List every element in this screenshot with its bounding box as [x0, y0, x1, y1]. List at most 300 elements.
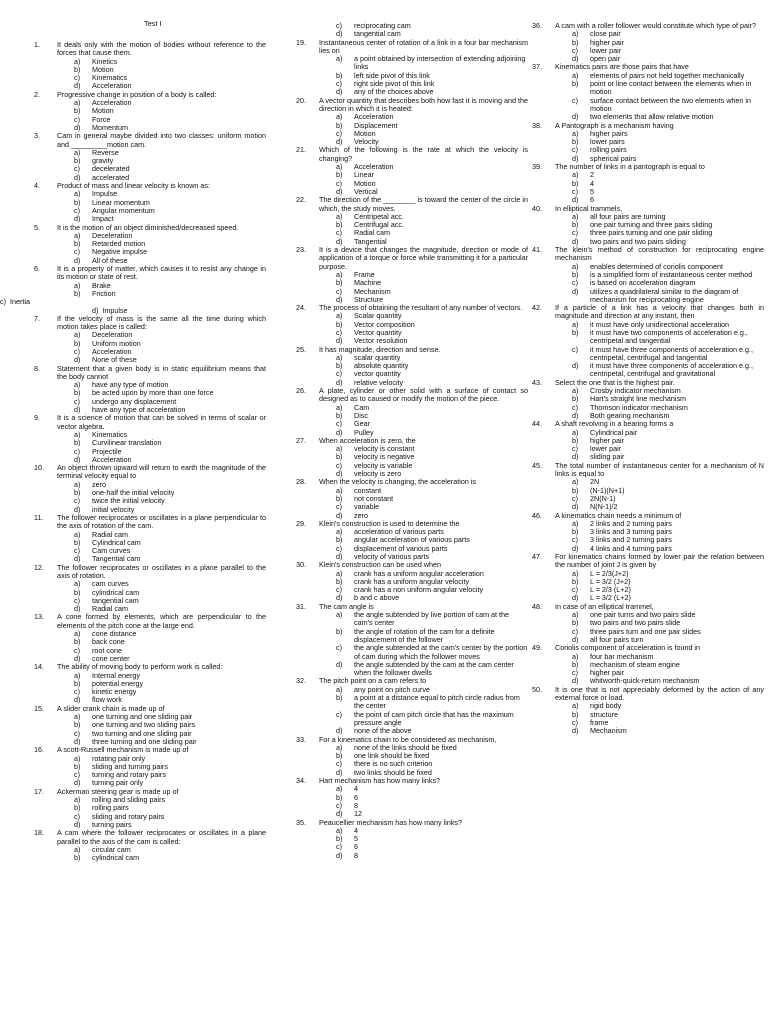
- option-label: d): [336, 726, 343, 736]
- option-label: d): [74, 255, 81, 265]
- option-text: have any type of motion: [92, 380, 169, 390]
- option-label: d): [336, 377, 343, 387]
- option-label: b): [336, 361, 343, 371]
- option-item: [296, 495, 528, 503]
- option-list: [296, 744, 528, 777]
- option-label: a): [336, 742, 343, 752]
- option-item: [296, 487, 528, 495]
- option-text: cone center: [92, 653, 130, 663]
- option-label: a): [572, 427, 579, 437]
- question-block: [532, 379, 764, 420]
- option-label: d): [74, 81, 81, 91]
- question-block: [296, 304, 528, 345]
- option-text: none of the above: [354, 726, 412, 736]
- option-text: Crosby indicator mechanism: [590, 386, 681, 396]
- option-text: Mechanism: [590, 726, 627, 736]
- option-item: [34, 439, 266, 447]
- option-item: [34, 589, 266, 597]
- option-label: c): [572, 626, 578, 636]
- question-block: [296, 677, 528, 735]
- question-block: [296, 346, 528, 387]
- option-text: Acceleration: [354, 162, 394, 172]
- option-label: a): [572, 386, 579, 396]
- option-label: d): [336, 137, 343, 147]
- option-label: c): [336, 759, 342, 769]
- option-text: the angle of rotation of the cam for a definite displacement of the follower: [354, 626, 495, 644]
- question-text: For a kinematics chain to be considered as mechanism, 33.: [296, 734, 497, 744]
- option-item: [34, 157, 266, 165]
- option-item: [296, 354, 528, 362]
- option-label: b): [572, 394, 579, 404]
- option-text: spherical pairs: [590, 153, 637, 163]
- option-text: Deceleration: [92, 230, 133, 240]
- option-item: [34, 813, 266, 821]
- option-item: [34, 248, 266, 256]
- option-list: [296, 312, 528, 345]
- option-text: 5: [590, 186, 594, 196]
- option-list: [34, 282, 266, 299]
- option-text: 2N(N-1): [590, 493, 616, 503]
- question-number: 22.: [296, 195, 306, 205]
- option-text: right side pivot of this link: [354, 79, 435, 89]
- question-number: 21.: [296, 145, 306, 155]
- question-number: 27.: [296, 435, 306, 445]
- option-item: [532, 346, 764, 363]
- option-text: higher pair: [590, 37, 624, 47]
- option-label: b): [336, 410, 343, 420]
- option-text: it must have three components of acceleration e.g., centripetal, centrifugal and gravitational: [590, 361, 754, 379]
- option-label: a): [572, 70, 579, 80]
- option-item: [296, 22, 528, 30]
- option-label: d): [74, 214, 81, 224]
- question-text: A kinematics chain needs a minimum of 46.: [532, 510, 682, 520]
- option-text: Vertical: [354, 186, 378, 196]
- option-text: one turning and two sliding pairs: [92, 720, 196, 730]
- option-label: a): [572, 211, 579, 221]
- option-label: b): [572, 527, 579, 537]
- option-item: [34, 107, 266, 115]
- option-item: [296, 412, 528, 420]
- question-block: [34, 613, 266, 663]
- question-text: If the velocity of mass is the same all the time during which motion takes place is called: 7.: [34, 313, 266, 332]
- option-text: 3 links and 2 turning pairs: [590, 535, 672, 545]
- option-label: a): [572, 568, 579, 578]
- option-text: scalar quantity: [354, 352, 401, 362]
- question-text: A cam where the follower reciprocates or oscillates in a plane parallel to the axis of the cam is called: 18.: [34, 828, 266, 846]
- option-label: c): [336, 79, 342, 89]
- option-label: c): [74, 446, 80, 456]
- option-item: [34, 647, 266, 655]
- option-list: [296, 445, 528, 478]
- option-text: rotating pair only: [92, 753, 146, 763]
- option-text: a point obtained by intersection of extending adjoining links: [354, 54, 526, 72]
- option-text: Motion: [92, 64, 114, 74]
- option-label: c): [336, 842, 342, 852]
- question-number: 1.: [34, 40, 40, 49]
- option-text: left side pivot of this link: [354, 70, 430, 80]
- option-text: two links should be fixed: [354, 767, 432, 777]
- option-label: a): [74, 670, 81, 680]
- option-text: Cam curves: [92, 546, 131, 556]
- question-block: [296, 39, 528, 97]
- option-label: c): [572, 585, 578, 595]
- question-number: 31.: [296, 601, 306, 611]
- option-label: d): [336, 29, 343, 39]
- option-label: a): [572, 701, 579, 711]
- question-text: A cam with a roller follower would constitute which type of pair? 36.: [532, 21, 756, 30]
- option-item: [532, 429, 764, 437]
- option-list: [34, 580, 266, 613]
- question-block: [34, 182, 266, 223]
- option-text: Negative impulse: [92, 247, 148, 257]
- option-list: [532, 520, 764, 553]
- option-list: [532, 653, 764, 686]
- question-text: Which of the following is the rate at which the velocity is changing? 21.: [296, 145, 528, 163]
- option-text: cylindrical cam: [92, 587, 140, 597]
- question-number: 17.: [34, 786, 44, 796]
- option-list: [34, 331, 266, 364]
- option-text: Machine: [354, 278, 382, 288]
- question-number: 47.: [532, 552, 542, 561]
- option-text: not constant: [354, 493, 394, 503]
- option-list: [34, 190, 266, 223]
- question-text: Product of mass and linear velocity is known as: 4.: [34, 181, 211, 191]
- question-number: 40.: [532, 203, 542, 213]
- option-text: four bar mechanism: [590, 651, 654, 661]
- option-label: b): [74, 288, 81, 298]
- option-item: [296, 420, 528, 428]
- option-label: c): [74, 645, 80, 655]
- option-item: [34, 771, 266, 779]
- option-label: d): [572, 236, 579, 246]
- question-text: It has magnitude, direction and sense. 25.: [296, 344, 441, 354]
- option-label: c): [336, 228, 342, 238]
- option-text: point or line contact between the elements when in motion: [590, 79, 752, 97]
- option-item: [532, 478, 764, 486]
- question-block: [532, 512, 764, 553]
- option-item: [532, 138, 764, 146]
- option-item: [532, 578, 764, 586]
- option-item: [34, 638, 266, 646]
- option-label: d): [74, 405, 81, 415]
- option-text: sliding and rotary pairs: [92, 811, 165, 821]
- option-list: [34, 755, 266, 788]
- option-list: [532, 263, 764, 304]
- option-label: a): [74, 330, 81, 340]
- option-list: [296, 271, 528, 304]
- question-block: [296, 561, 528, 602]
- option-text: two turning and one sliding pair: [92, 728, 192, 738]
- question-block: [34, 315, 266, 365]
- question-number: 2.: [34, 89, 40, 99]
- option-text: rolling and sliding pairs: [92, 795, 166, 805]
- option-text: All of these: [92, 255, 128, 265]
- option-label: a): [572, 610, 579, 620]
- option-item: [34, 547, 266, 555]
- option-item: [532, 329, 764, 346]
- option-list: [532, 702, 764, 735]
- option-item: [296, 229, 528, 237]
- option-label: d): [74, 819, 81, 829]
- option-label: c): [336, 502, 342, 512]
- option-text: a point at a distance equal to pitch circle radius from the center: [354, 693, 520, 711]
- option-text: L = 3/2 (J+2): [590, 576, 631, 586]
- option-text: Vector quantity: [354, 327, 402, 337]
- option-label: b): [572, 435, 579, 445]
- option-label: c): [74, 811, 80, 821]
- option-label: a): [74, 712, 81, 722]
- option-label: b): [572, 79, 579, 89]
- option-label: a): [74, 844, 81, 854]
- option-label: b): [336, 70, 343, 80]
- option-label: a): [74, 579, 81, 589]
- question-column-3: [532, 22, 764, 736]
- option-label: c): [336, 709, 342, 719]
- option-label: a): [572, 477, 579, 487]
- option-label: a): [336, 568, 343, 578]
- option-list: [296, 404, 528, 437]
- option-text: Disc: [354, 410, 368, 420]
- option-text: higher pair: [590, 435, 624, 445]
- option-label: b): [336, 278, 343, 288]
- option-text: crank has a uniform angular velocity: [354, 576, 470, 586]
- option-label: b): [74, 388, 81, 398]
- option-label: b): [74, 438, 81, 448]
- option-label: d): [572, 502, 579, 512]
- option-text: Acceleration: [92, 454, 132, 464]
- option-text: b and c above: [354, 593, 400, 603]
- question-block: [532, 603, 764, 644]
- option-text: constant: [354, 485, 382, 495]
- option-item: [34, 74, 266, 82]
- option-label: c): [336, 327, 342, 337]
- option-label: b): [572, 327, 579, 337]
- question-number: 12.: [34, 562, 44, 572]
- option-label: c): [74, 546, 80, 556]
- option-label: b): [572, 709, 579, 719]
- option-item: [34, 597, 266, 605]
- question-text: A cone formed by elements, which are perpendicular to the elements of the pitch cone at the large end. 13.: [34, 612, 266, 630]
- option-text: any of the choices above: [354, 87, 434, 97]
- question-number: 33.: [296, 734, 306, 744]
- option-list: [296, 528, 528, 561]
- option-label: a): [336, 311, 343, 321]
- option-list: [532, 429, 764, 462]
- option-label: c): [74, 770, 80, 780]
- option-text: two elements that allow relative motion: [590, 112, 714, 122]
- option-label: d): [74, 604, 81, 614]
- question-number: 30.: [296, 560, 306, 570]
- option-text: higher pairs: [590, 128, 628, 138]
- option-item: [34, 232, 266, 240]
- option-label: a): [572, 170, 579, 180]
- question-block: [34, 224, 266, 265]
- question-block: [296, 478, 528, 519]
- option-text: the angle subtended at the cam's center by the portion of cam during which the follower moves: [354, 643, 528, 661]
- option-label: a): [336, 54, 343, 64]
- option-text: Cylindrical pair: [590, 427, 638, 437]
- option-item: [532, 39, 764, 47]
- option-text: Momentum: [92, 122, 128, 132]
- option-item: [34, 149, 266, 157]
- question-number: 42.: [532, 303, 542, 313]
- option-list: [34, 232, 266, 265]
- option-text: twice the initial velocity: [92, 496, 165, 506]
- option-list: [34, 630, 266, 663]
- option-text: the angle subtended by the cam at the cam center when the follower dwells: [354, 659, 514, 678]
- option-text: close pair: [590, 29, 621, 39]
- option-label: c): [74, 73, 80, 83]
- question-block: [34, 564, 266, 614]
- option-label: b): [572, 576, 579, 586]
- option-item: [296, 611, 528, 628]
- option-label: b): [74, 720, 81, 730]
- question-block: [532, 644, 764, 685]
- option-label: b): [336, 319, 343, 329]
- option-text: lower pair: [590, 444, 622, 454]
- option-text: tangential cam: [92, 595, 139, 605]
- option-item: [34, 630, 266, 638]
- option-label: c): [572, 95, 578, 105]
- option-label: d): [336, 593, 343, 603]
- question-block: [532, 462, 764, 512]
- option-text: 2 links and 2 turning pairs: [590, 518, 672, 528]
- option-text: 2N: [590, 477, 600, 487]
- stray-option-impulse: d) Impulse: [92, 305, 128, 315]
- option-item: [532, 487, 764, 495]
- option-item: [34, 190, 266, 198]
- option-label: d): [74, 736, 81, 746]
- option-label: a): [74, 189, 81, 199]
- option-label: a): [572, 651, 579, 661]
- option-label: a): [74, 280, 81, 290]
- option-text: undergo any displacement: [92, 396, 177, 406]
- question-block: [34, 41, 266, 91]
- question-block: [532, 553, 764, 603]
- option-item: [532, 661, 764, 669]
- option-text: turning and rotary pairs: [92, 770, 166, 780]
- question-number: 44.: [532, 419, 542, 429]
- option-label: c): [336, 800, 342, 810]
- question-block: [296, 437, 528, 478]
- option-label: d): [74, 778, 81, 788]
- question-text: It is a science of motion that can be solved in terms of scalar or vector algebra. 9.: [34, 413, 266, 431]
- option-label: a): [336, 444, 343, 454]
- option-label: d): [572, 593, 579, 603]
- option-list: [34, 531, 266, 564]
- option-item: [296, 321, 528, 329]
- option-label: b): [336, 834, 343, 844]
- option-text: 6: [354, 792, 358, 802]
- option-label: c): [572, 535, 578, 545]
- option-label: a): [572, 319, 579, 329]
- option-list: [34, 846, 266, 863]
- option-list: [34, 431, 266, 464]
- option-text: is based on acceleration diagram: [590, 278, 696, 288]
- option-item: [34, 331, 266, 339]
- option-item: [532, 80, 764, 97]
- option-text: surface contact between the two elements when in motion: [590, 95, 752, 113]
- option-item: [532, 495, 764, 503]
- option-text: accelerated: [92, 172, 130, 182]
- question-block: [296, 246, 528, 304]
- question-block: [532, 163, 764, 204]
- option-text: vector quantity: [354, 369, 401, 379]
- option-label: c): [336, 128, 342, 138]
- question-column-1: [0, 40, 266, 863]
- option-label: d): [74, 504, 81, 514]
- option-text: it must have two components of acceleration e.g., centripetal and tangential: [590, 327, 748, 346]
- option-label: a): [74, 429, 81, 439]
- option-item: [296, 586, 528, 594]
- question-block: [296, 22, 528, 39]
- question-number: 7.: [34, 313, 40, 323]
- option-label: d): [336, 427, 343, 437]
- option-label: d): [572, 361, 579, 371]
- question-number: 6.: [34, 264, 40, 274]
- option-text: 2: [590, 170, 594, 180]
- question-block: [296, 196, 528, 246]
- question-block: [296, 97, 528, 147]
- option-label: b): [572, 618, 579, 628]
- option-item: [296, 271, 528, 279]
- option-label: a): [336, 112, 343, 122]
- option-label: d): [572, 726, 579, 736]
- option-label: a): [74, 56, 81, 66]
- option-label: b): [336, 576, 343, 586]
- option-list: [34, 672, 266, 705]
- option-text: Scalar quantity: [354, 311, 402, 321]
- option-list: [296, 163, 528, 196]
- question-block: [296, 387, 528, 437]
- question-block: [296, 520, 528, 561]
- question-block: [532, 122, 764, 163]
- option-item: [34, 539, 266, 547]
- option-label: a): [336, 402, 343, 412]
- option-text: Centripetal acc.: [354, 211, 404, 221]
- question-text: It is a device that changes the magnitude, direction or mode of application of a torque or force while transmitting it for a particular purpose. 23.: [296, 245, 528, 271]
- option-item: [296, 852, 528, 860]
- option-item: [532, 97, 764, 114]
- option-label: b): [336, 493, 343, 503]
- option-item: [34, 854, 266, 862]
- question-text: The cam angle is 31.: [296, 601, 374, 611]
- option-text: velocity is variable: [354, 460, 413, 470]
- question-text: The number of links in a pantograph is equal to 39.: [532, 162, 705, 172]
- option-text: 6: [590, 195, 594, 205]
- option-text: Radial cam: [92, 529, 128, 539]
- option-text: Kinematics: [92, 73, 128, 83]
- option-text: Impulse: [92, 189, 118, 199]
- option-label: c): [74, 247, 80, 257]
- option-text: sliding pair: [590, 452, 625, 462]
- option-label: c): [572, 186, 578, 196]
- option-text: one pair turns and two pairs slide: [590, 610, 696, 620]
- option-item: [296, 55, 528, 72]
- option-list: [532, 387, 764, 420]
- question-block: [0, 264, 266, 315]
- option-label: d): [74, 695, 81, 705]
- option-item: [296, 694, 528, 711]
- question-number: 41.: [532, 245, 542, 255]
- option-label: c): [74, 595, 80, 605]
- option-text: Gear: [354, 419, 370, 429]
- option-text: Mechanism: [354, 286, 391, 296]
- option-text: absolute quantity: [354, 361, 409, 371]
- question-text: A vector quantity that describes both how fast it is moving and the direction in which it is heated: 20.: [296, 95, 528, 113]
- option-text: the angle subtended by live portion of cam at the cam's center: [354, 610, 510, 628]
- option-label: c): [74, 496, 80, 506]
